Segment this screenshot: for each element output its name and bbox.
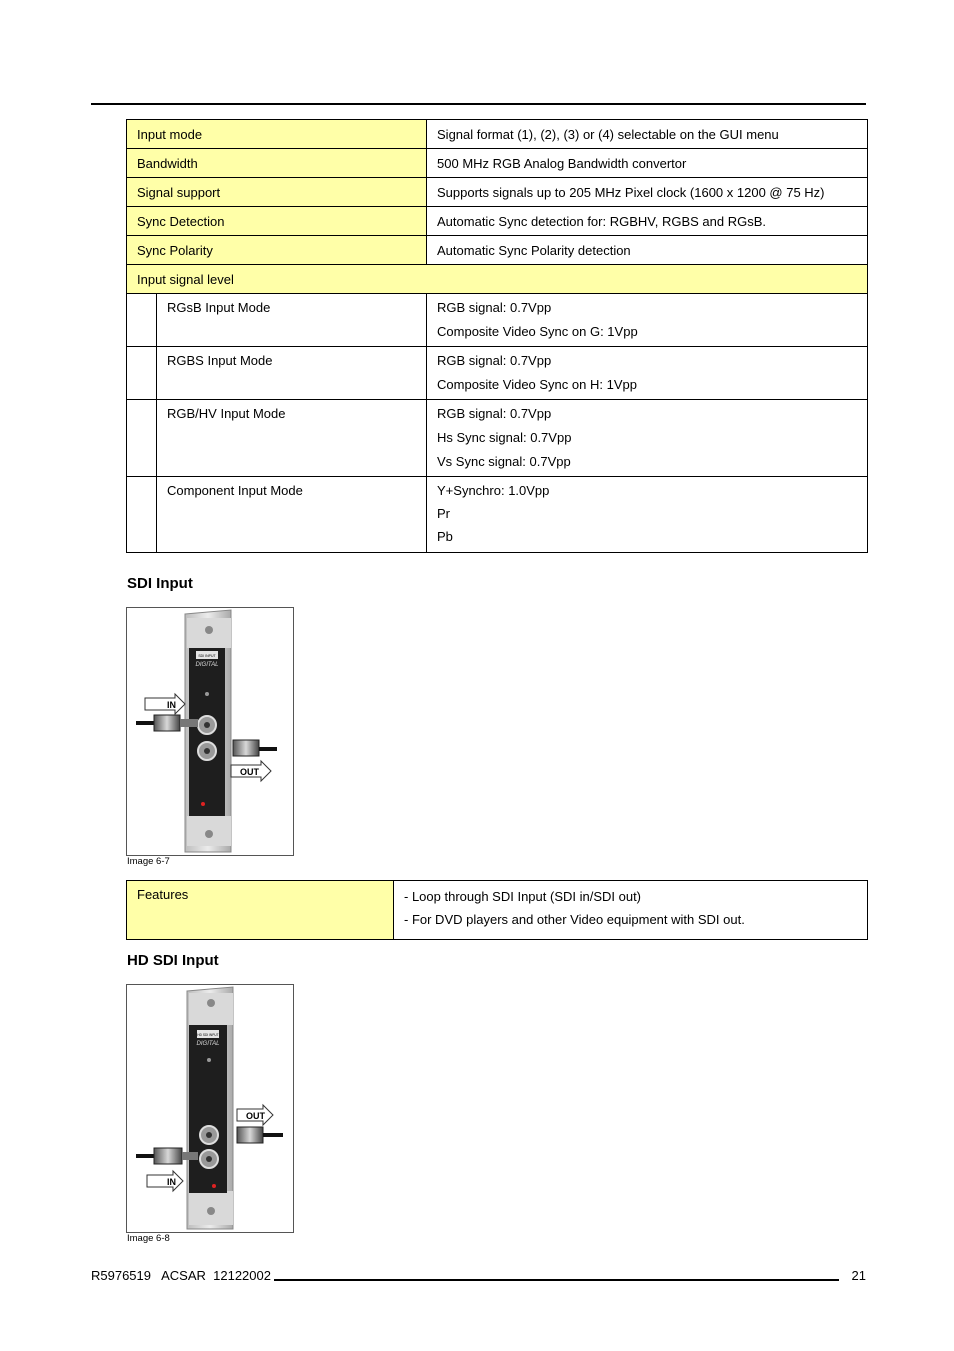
out-label: OUT bbox=[246, 1111, 265, 1121]
mode-values bbox=[427, 294, 868, 347]
value-line: Composite Video Sync on G: 1Vpp bbox=[437, 324, 638, 339]
header-rule bbox=[91, 103, 866, 105]
value-line: Pb bbox=[437, 529, 453, 544]
row-value: Automatic Sync Polarity detection bbox=[427, 236, 868, 265]
row-value: Supports signals up to 205 MHz Pixel clock (1600 x 1200 @ 75 Hz) bbox=[427, 178, 868, 207]
value-line: RGB signal: 0.7Vpp bbox=[437, 300, 552, 315]
in-arrow-icon bbox=[145, 694, 185, 714]
row-value: Signal format (1), (2), (3) or (4) selectable on the GUI menu bbox=[427, 120, 868, 149]
in-label: IN bbox=[167, 1177, 176, 1187]
document-id: R5976519 ACSAR 12122002 bbox=[91, 1268, 271, 1283]
value-line: Y+Synchro: 1.0Vpp bbox=[437, 483, 550, 498]
table-row bbox=[127, 294, 868, 347]
value-line: RGB signal: 0.7Vpp bbox=[437, 406, 552, 421]
row-label: Bandwidth bbox=[127, 149, 427, 178]
page-footer bbox=[91, 1268, 866, 1284]
panel-label: SDI INPUT bbox=[198, 654, 216, 658]
image-caption: Image 6-7 bbox=[127, 856, 170, 867]
mode-name: RGsB Input Mode bbox=[157, 294, 427, 347]
mode-values bbox=[427, 400, 868, 477]
row-label: Sync Detection bbox=[127, 207, 427, 236]
value-line: Composite Video Sync on H: 1Vpp bbox=[437, 377, 637, 392]
mode-name: Component Input Mode bbox=[157, 477, 427, 553]
in-arrow-icon bbox=[147, 1171, 183, 1191]
in-label: IN bbox=[167, 700, 176, 710]
sdi-input-image bbox=[126, 607, 294, 856]
mode-name: RGBS Input Mode bbox=[157, 347, 427, 400]
sdi-board-illustration bbox=[127, 608, 293, 855]
feature-line: - For DVD players and other Video equipment with SDI out. bbox=[404, 912, 745, 927]
indent-cell bbox=[127, 294, 157, 347]
indent-cell bbox=[127, 400, 157, 477]
features-values bbox=[394, 881, 868, 940]
indent-cell bbox=[127, 477, 157, 553]
out-label: OUT bbox=[240, 767, 259, 777]
hd-sdi-board-illustration bbox=[127, 985, 293, 1232]
table-row bbox=[127, 207, 868, 236]
table-row bbox=[127, 347, 868, 400]
page-number: 21 bbox=[851, 1268, 866, 1283]
hd-sdi-input-image bbox=[126, 984, 294, 1233]
table-row bbox=[127, 236, 868, 265]
table-row bbox=[127, 265, 868, 294]
sdi-features-table bbox=[126, 880, 868, 940]
input-spec-table bbox=[126, 119, 868, 553]
table-row bbox=[127, 881, 868, 940]
mode-name: RGB/HV Input Mode bbox=[157, 400, 427, 477]
input-signal-level-header: Input signal level bbox=[127, 265, 868, 294]
row-label: Sync Polarity bbox=[127, 236, 427, 265]
status-led bbox=[201, 802, 205, 806]
status-led bbox=[212, 1184, 216, 1188]
table-row bbox=[127, 120, 868, 149]
mode-values bbox=[427, 477, 868, 553]
value-line: Hs Sync signal: 0.7Vpp bbox=[437, 430, 572, 445]
row-value: Automatic Sync detection for: RGBHV, RGBS and RGsB. bbox=[427, 207, 868, 236]
value-line: Vs Sync signal: 0.7Vpp bbox=[437, 454, 571, 469]
value-line: RGB signal: 0.7Vpp bbox=[437, 353, 552, 368]
table-row bbox=[127, 178, 868, 207]
table-row bbox=[127, 400, 868, 477]
table-row bbox=[127, 477, 868, 553]
value-line: Pr bbox=[437, 506, 451, 521]
section-heading-sdi-input: SDI Input bbox=[127, 575, 193, 592]
footer-rule bbox=[274, 1279, 839, 1281]
panel-brand: DIGITAL bbox=[195, 662, 219, 668]
image-caption: Image 6-8 bbox=[127, 1233, 170, 1244]
features-label: Features bbox=[127, 881, 394, 940]
row-value: 500 MHz RGB Analog Bandwidth convertor bbox=[427, 149, 868, 178]
row-label: Signal support bbox=[127, 178, 427, 207]
panel-brand: DIGITAL bbox=[196, 1041, 220, 1047]
panel-label: HD SDI INPUT bbox=[197, 1033, 219, 1037]
indent-cell bbox=[127, 347, 157, 400]
mode-values bbox=[427, 347, 868, 400]
row-label: Input mode bbox=[127, 120, 427, 149]
section-heading-hd-sdi-input: HD SDI Input bbox=[127, 952, 219, 969]
table-row bbox=[127, 149, 868, 178]
feature-line: - Loop through SDI Input (SDI in/SDI out) bbox=[404, 889, 642, 904]
